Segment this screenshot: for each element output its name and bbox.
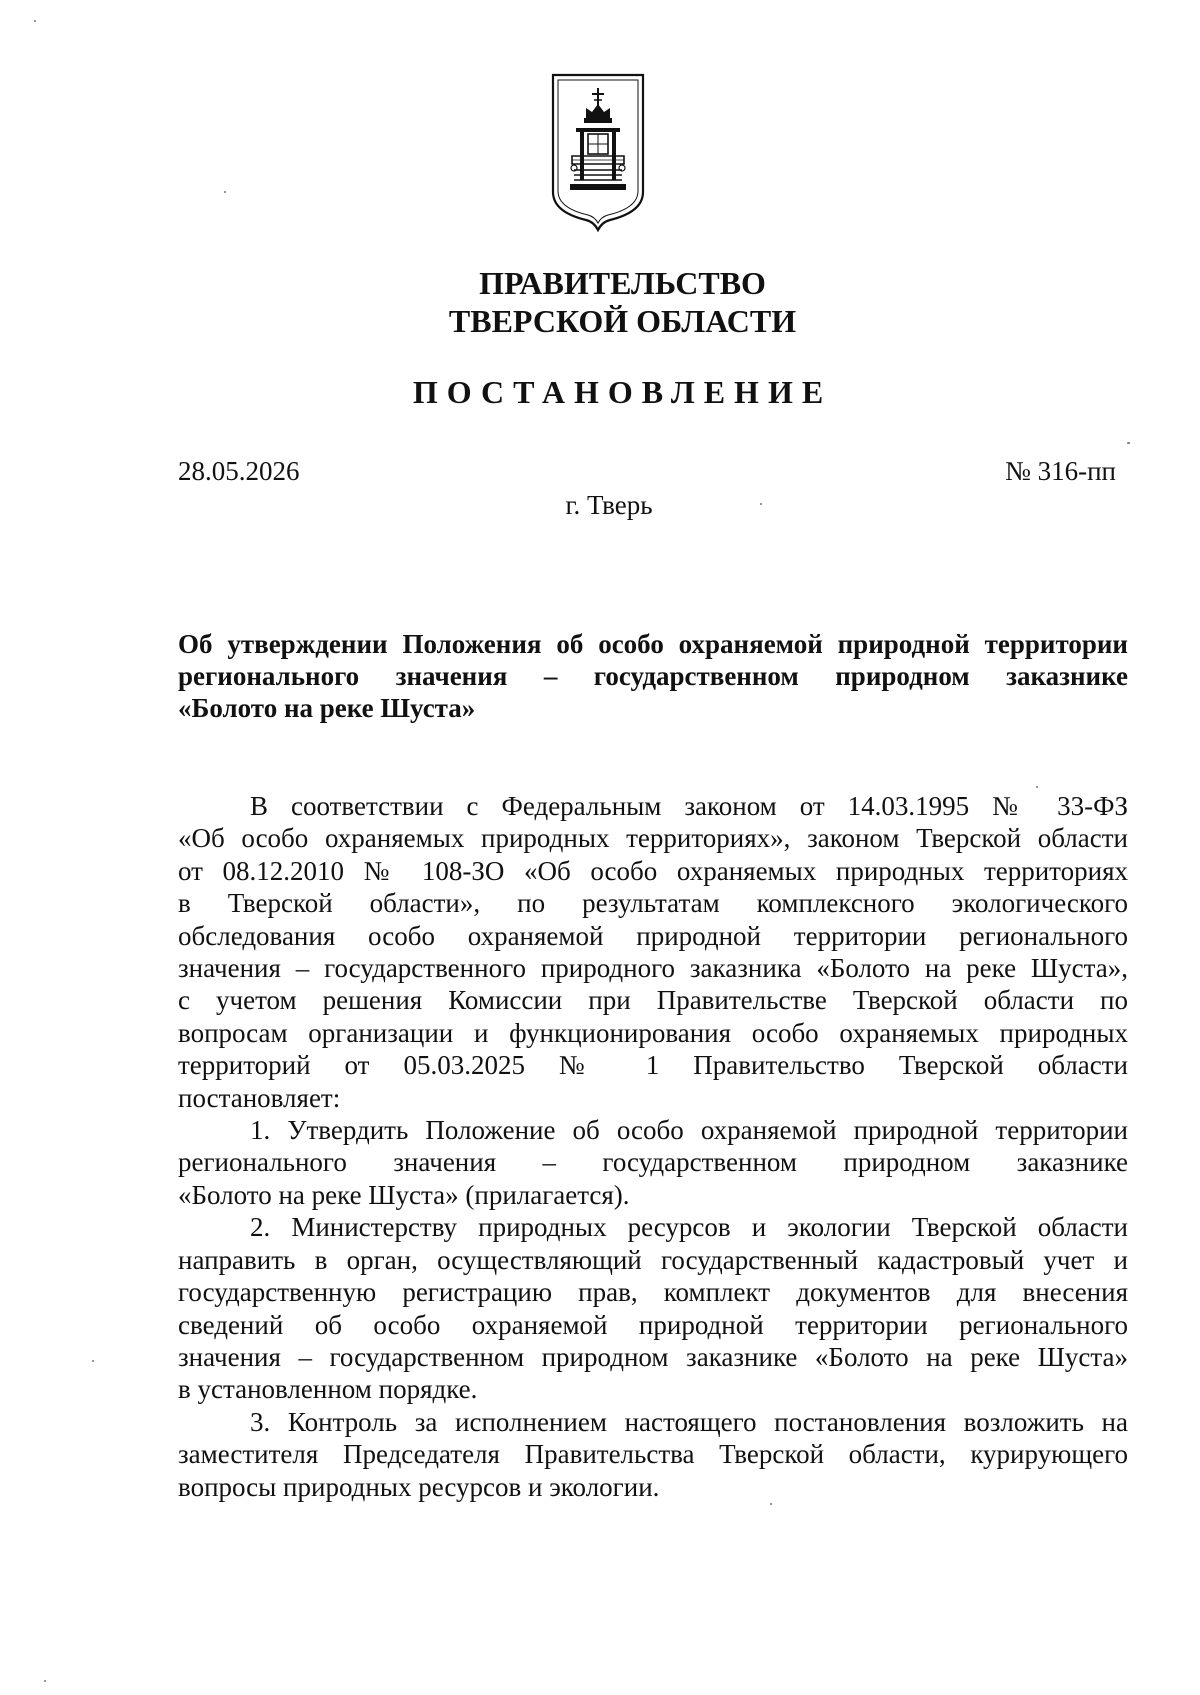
- title-line: регионального значения – государственном природном заказнике: [178, 661, 1128, 691]
- scan-speck: [44, 1680, 46, 1682]
- item-3-line: заместителя Председателя Правительства Тверской области, курирующего: [178, 1439, 1128, 1470]
- scan-speck: [760, 503, 762, 505]
- preamble-line: от 08.12.2010 № 108-ЗО «Об особо охраняемых природных территориях: [178, 855, 1128, 886]
- item-2-line: сведений об особо охраняемой природной территории регионального: [178, 1309, 1128, 1340]
- item-2-line: в установленном порядке.: [178, 1374, 478, 1405]
- organization-name-line-2: ТВЕРСКОЙ ОБЛАСТИ: [448, 303, 797, 339]
- scan-speck: [1127, 442, 1130, 444]
- document-type-heading: ПОСТАНОВЛЕНИЕ: [412, 374, 833, 410]
- scan-speck: [92, 1360, 94, 1362]
- preamble-line: территорий от 05.03.2025 № 1 Правительство Тверской области: [178, 1050, 1128, 1081]
- item-3-line: 3. Контроль за исполнением настоящего постановления возложить на: [250, 1406, 1128, 1437]
- document-date: 28.05.2026: [178, 456, 300, 486]
- preamble-line: постановляет:: [178, 1082, 341, 1113]
- item-1-line: 1. Утвердить Положение об особо охраняемой природной территории: [250, 1115, 1128, 1146]
- item-2-line: направить в орган, осуществляющий государственный кадастровый учет и: [178, 1244, 1128, 1275]
- organization-name-line-1: ПРАВИТЕЛЬСТВО: [479, 265, 766, 301]
- preamble-line: с учетом решения Комиссии при Правительстве Тверской области по: [178, 985, 1128, 1016]
- item-2-line: значения – государственном природном заказнике «Болото на реке Шуста»: [178, 1341, 1128, 1372]
- document-title: [178, 628, 1128, 724]
- item-3-line: вопросы природных ресурсов и экологии.: [178, 1471, 660, 1502]
- item-2-line: государственную регистрацию прав, комплект документов для внесения: [178, 1277, 1128, 1308]
- preamble-line: «Об особо охраняемых природных территориях», законом Тверской области: [178, 823, 1128, 854]
- scan-speck: [1036, 786, 1038, 788]
- scan-speck: [770, 1503, 772, 1505]
- document-body: [178, 790, 1128, 1503]
- title-line: Об утверждении Положения об особо охраняемой природной территории: [178, 629, 1128, 659]
- scan-speck: [224, 191, 226, 193]
- coat-of-arms-emblem: [550, 72, 646, 232]
- preamble-line: в Тверской области», по результатам комплексного экологического: [178, 888, 1128, 919]
- item-1-line: регионального значения – государственном природном заказнике: [178, 1147, 1128, 1178]
- preamble-line: В соответствии с Федеральным законом от 14.03.1995 № 33-ФЗ: [250, 791, 1128, 821]
- title-line: «Болото на реке Шуста»: [178, 693, 476, 723]
- preamble-line: значения – государственного природного заказника «Болото на реке Шуста»,: [178, 953, 1128, 984]
- preamble-line: обследования особо охраняемой природной территории регионального: [178, 920, 1128, 951]
- document-city: г. Тверь: [565, 490, 653, 520]
- document-number: № 316-пп: [1005, 456, 1116, 486]
- item-1-line: «Болото на реке Шуста» (прилагается).: [178, 1179, 630, 1210]
- item-2-line: 2. Министерству природных ресурсов и экологии Тверской области: [250, 1212, 1128, 1243]
- scan-speck: [34, 20, 36, 22]
- preamble-line: вопросам организации и функционирования особо охраняемых природных: [178, 1017, 1128, 1048]
